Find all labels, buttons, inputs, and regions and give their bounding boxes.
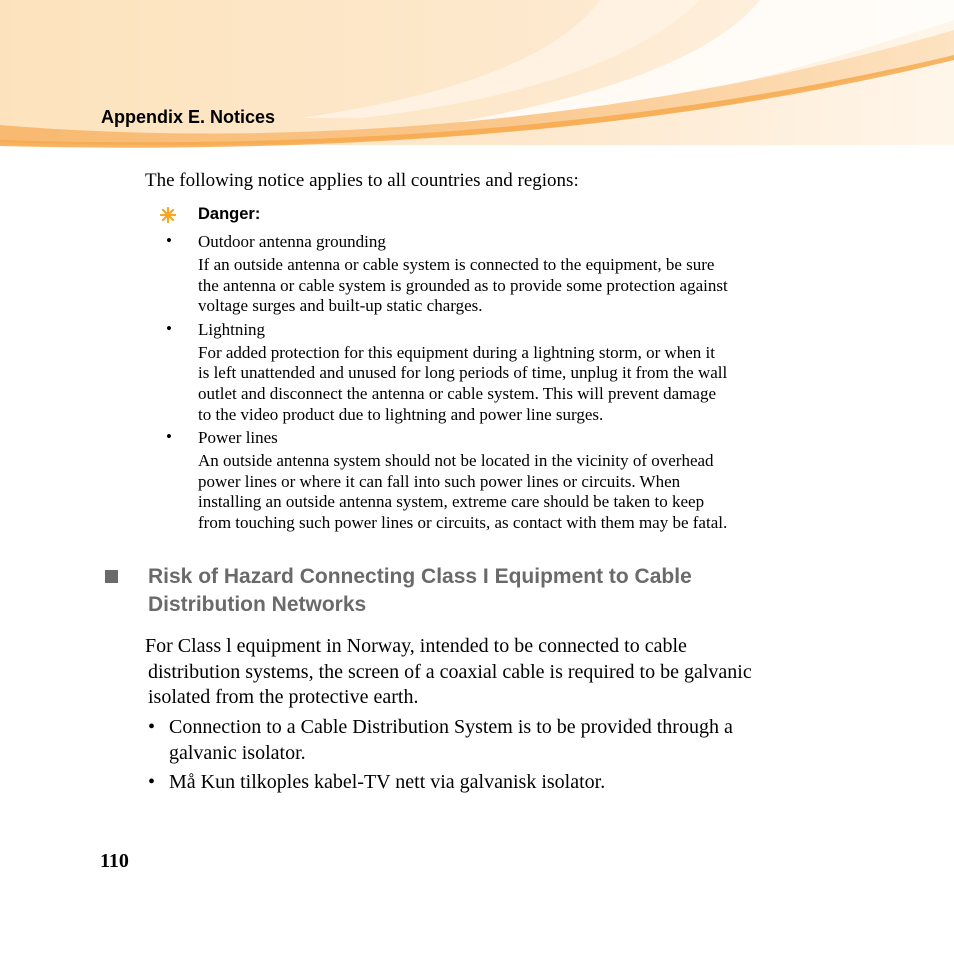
body-line: the antenna or cable system is grounded as to provide some protection against [198, 275, 728, 295]
list-item [148, 715, 838, 766]
list-item-title: Power lines [198, 428, 278, 448]
page-header-band [0, 0, 954, 150]
list-item-body [198, 451, 826, 533]
body-line: voltage surges and built-up static charges. [198, 296, 483, 316]
section-title-line: Risk of Hazard Connecting Class I Equipment to Cable [148, 565, 692, 588]
body-line: is left unattended and unused for long periods of time, unplug it from the wall [198, 363, 728, 383]
list-item-text [169, 770, 838, 796]
bullet-dot-icon: • [148, 716, 156, 738]
list-item-text [169, 715, 838, 766]
list-line: Må Kun tilkoples kabel-TV nett via galvanisk isolator. [169, 771, 606, 793]
body-line: installing an outside antenna system, extreme care should be taken to keep [198, 492, 705, 512]
page-number: 110 [100, 850, 129, 872]
list-item [166, 427, 826, 533]
section-title [148, 563, 825, 619]
list-item [166, 319, 826, 425]
paragraph-line: distribution systems, the screen of a coaxial cable is required to be galvanic [148, 660, 752, 683]
list-item-title: Outdoor antenna grounding [198, 232, 386, 251]
section-bullet-list [148, 715, 838, 800]
section-heading [105, 563, 825, 619]
body-line: If an outside antenna or cable system is connected to the equipment, be sure [198, 255, 715, 274]
bullet-dot-icon: • [166, 231, 172, 250]
list-item [166, 231, 826, 317]
danger-label: Danger: [198, 205, 261, 223]
body-line: outlet and disconnect the antenna or cable system. This will prevent damage [198, 383, 717, 403]
body-line: For added protection for this equipment during a lightning storm, or when it [198, 342, 715, 362]
list-item [148, 770, 838, 796]
list-line: galvanic isolator. [169, 741, 306, 764]
list-item-body [198, 343, 826, 425]
danger-list [166, 231, 826, 536]
paragraph-line: For Class l equipment in Norway, intended to be connected to cable [145, 635, 687, 657]
list-line: Connection to a Cable Distribution System is to be provided through a [169, 716, 733, 738]
list-item-body [198, 255, 826, 317]
intro-text: The following notice applies to all countries and regions: [145, 170, 579, 191]
body-line: An outside antenna system should not be located in the vicinity of overhead [198, 451, 714, 471]
body-line: from touching such power lines or circuits, as contact with them may be fatal. [198, 512, 728, 532]
danger-icon [160, 207, 176, 223]
body-line: to the video product due to lightning and power line surges. [198, 404, 604, 424]
section-paragraph [145, 634, 835, 711]
bullet-dot-icon: • [148, 771, 156, 793]
paragraph-line: isolated from the protective earth. [148, 686, 419, 708]
chapter-title: Appendix E. Notices [101, 107, 276, 127]
bullet-dot-icon: • [166, 318, 172, 338]
list-item-title: Lightning [198, 319, 266, 339]
square-bullet-icon [105, 570, 118, 583]
body-line: power lines or where it can fall into such power lines or circuits. When [198, 471, 681, 491]
bullet-dot-icon: • [166, 427, 172, 447]
section-title-line: Distribution Networks [148, 593, 367, 616]
